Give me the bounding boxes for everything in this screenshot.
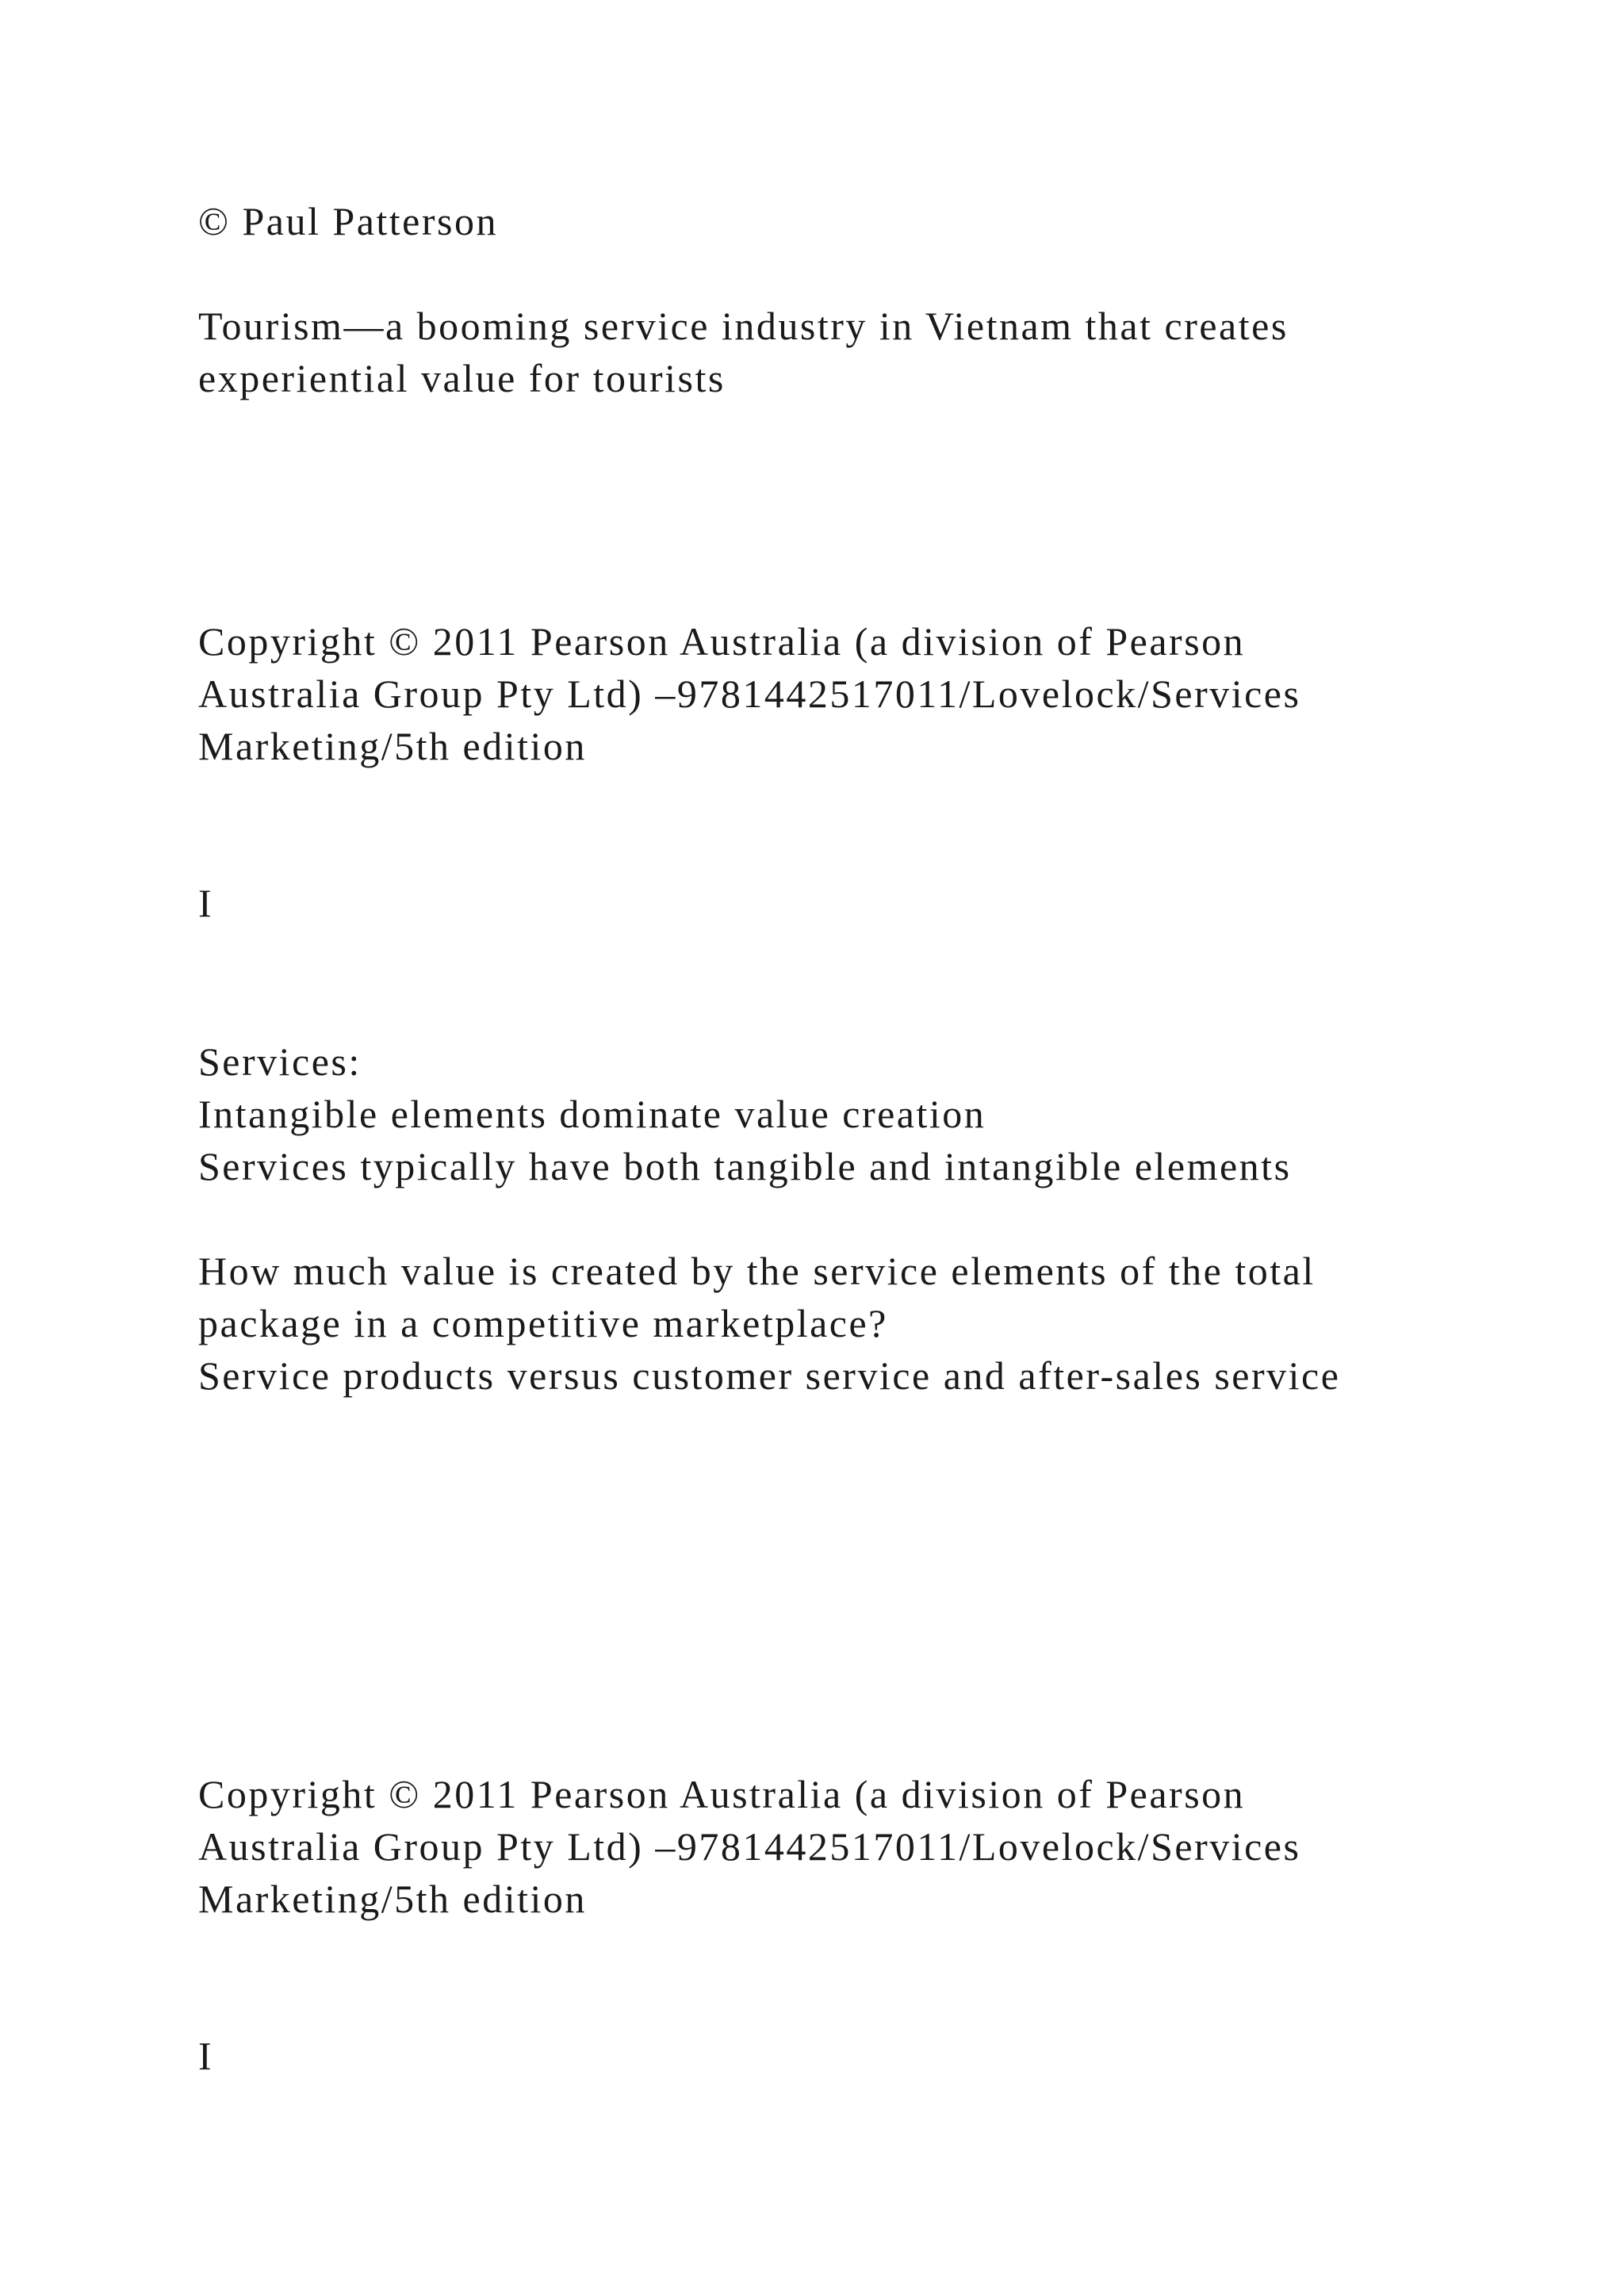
question-line-3: Service products versus customer service and after-sales service [198,1353,1341,1398]
copyright-1-line-1: Copyright © 2011 Pearson Australia (a division of Pearson [198,619,1246,664]
section-marker-2: I [198,2034,214,2078]
question-line-1: How much value is created by the service elements of the total [198,1249,1316,1293]
services-point-2: Services typically have both tangible and intangible elements [198,1144,1292,1188]
copyright-2-line-2: Australia Group Pty Ltd) –9781442517011/Lovelock/Services [198,1824,1301,1869]
services-heading: Services: [198,1039,362,1084]
caption-line-1: Tourism—a booming service industry in Vietnam that creates [198,304,1289,348]
services-point-1: Intangible elements dominate value creation [198,1092,986,1136]
caption-line-2: experiential value for tourists [198,356,726,400]
copyright-1-line-3: Marketing/5th edition [198,724,587,768]
section-marker-1: I [198,881,214,925]
copyright-2-line-1: Copyright © 2011 Pearson Australia (a division of Pearson [198,1772,1246,1816]
copyright-1-line-2: Australia Group Pty Ltd) –9781442517011/Lovelock/Services [198,672,1301,716]
copyright-2-line-3: Marketing/5th edition [198,1877,587,1921]
question-line-2: package in a competitive marketplace? [198,1301,888,1345]
photo-credit: © Paul Patterson [198,199,498,243]
